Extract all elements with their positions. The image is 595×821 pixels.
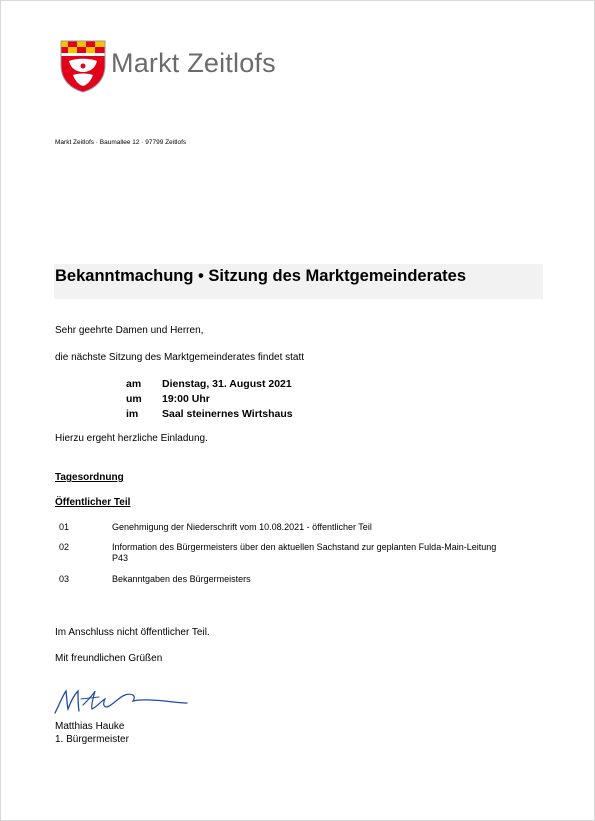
meeting-time — [126, 393, 210, 405]
signer-block — [55, 720, 129, 746]
agenda-heading: Tagesordnung — [55, 472, 124, 483]
agenda-item-text: Genehmigung der Niederschrift vom 10.08.2021 - öffentlicher Teil — [112, 522, 372, 532]
public-part-heading: Öffentlicher Teil — [55, 497, 131, 508]
signer-name: Matthias Hauke — [55, 721, 125, 732]
intro-text: die nächste Sitzung des Marktgemeinderates findet statt — [55, 352, 305, 363]
regards: Mit freundlichen Grüßen — [55, 653, 163, 664]
coat-of-arms-logo — [59, 39, 107, 93]
greeting: Sehr geehrte Damen und Herren, — [55, 325, 204, 336]
closing-note: Im Anschluss nicht öffentlicher Teil. — [55, 627, 210, 638]
meeting-location — [126, 408, 293, 420]
sender-address-line: Markt Zeitlofs · Baumallee 12 · 97799 Zeitlofs — [55, 139, 187, 146]
detail-value: Dienstag, 31. August 2021 — [162, 378, 292, 390]
detail-value: Saal steinernes Wirtshaus — [162, 408, 293, 420]
agenda-item-number: 02 — [59, 542, 70, 552]
organization-name: Markt Zeitlofs — [111, 48, 276, 78]
detail-label: am — [126, 378, 142, 390]
detail-label: im — [126, 408, 139, 420]
meeting-date — [126, 378, 292, 390]
agenda-item-text: Information des Bürgermeisters über den aktuellen Sachstand zur geplanten Fulda-Main-Leitung P43 — [112, 542, 497, 563]
agenda-item-number: 03 — [59, 574, 70, 584]
handwritten-signature — [53, 685, 193, 717]
agenda-item-text: Bekanntgaben des Bürgermeisters — [112, 574, 251, 584]
document-title: Bekanntmachung • Sitzung des Marktgemeinderates — [55, 267, 467, 285]
signer-role: 1. Bürgermeister — [55, 734, 129, 745]
detail-value: 19:00 Uhr — [162, 393, 210, 405]
detail-label: um — [126, 393, 142, 405]
agenda-item-number: 01 — [59, 522, 70, 532]
invitation-text: Hierzu ergeht herzliche Einladung. — [55, 433, 208, 444]
